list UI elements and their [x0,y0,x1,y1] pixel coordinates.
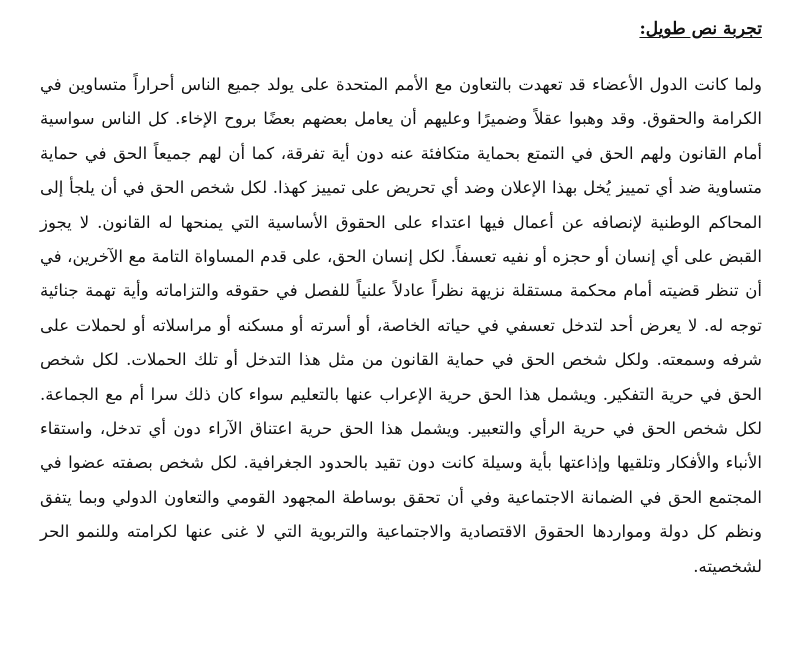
document-body: ولما كانت الدول الأعضاء قد تعهدت بالتعاون مع الأمم المتحدة على يولد جميع الناس أحراراً متساوين في الكرامة والحقوق. وقد وهبوا عقلاً وضميرًا وعليهم أن يعامل بعضهم بعضًا بروح الإخاء. كل الناس سواسية أمام القانون ولهم الحق في التمتع بحماية متكافئة عنه دون أية تفرقة، كما أن لهم جميعاً الحق في حماية متساوية ضد أي تمييز يُخل بهذا الإعلان وضد أي تحريض على تمييز كهذا. لكل شخص الحق في أن يلجأ إلى المحاكم الوطنية لإنصافه عن أعمال فيها اعتداء على الحقوق الأساسية التي يمنحها له القانون. لا يجوز القبض على أي إنسان أو حجزه أو نفيه تعسفاً. لكل إنسان الحق، على قدم المساواة التامة مع الآخرين، في أن تنظر قضيته أمام محكمة مستقلة نزيهة نظراً عادلاً علنياً للفصل في حقوقه والتزاماته وأية تهمة جنائية توجه له. لا يعرض أحد لتدخل تعسفي في حياته الخاصة، أو أسرته أو مسكنه أو مراسلاته أو لحملات على شرفه وسمعته. ولكل شخص الحق في حماية القانون من مثل هذا التدخل أو تلك الحملات. لكل شخص الحق في حرية التفكير. ويشمل هذا الحق حرية الإعراب عنها بالتعليم سواء كان ذلك سرا أم مع الجماعة. لكل شخص الحق في حرية الرأي والتعبير. ويشمل هذا الحق حرية اعتناق الآراء دون أي تدخل، واستقاء الأنباء والأفكار وتلقيها وإذاعتها بأية وسيلة كانت دون تقيد بالحدود الجغرافية. لكل شخص بصفته عضوا في المجتمع الحق في الضمانة الاجتماعية وفي أن تحقق بوساطة المجهود القومي والتعاون الدولي وبما يتفق ونظم كل دولة ومواردها الحقوق الاقتصادية والاجتماعية والتربوية التي لا غنى عنها لكرامته وللنمو الحر لشخصيته. [40,75,762,576]
document-title: تجربة نص طويل: [639,19,762,39]
